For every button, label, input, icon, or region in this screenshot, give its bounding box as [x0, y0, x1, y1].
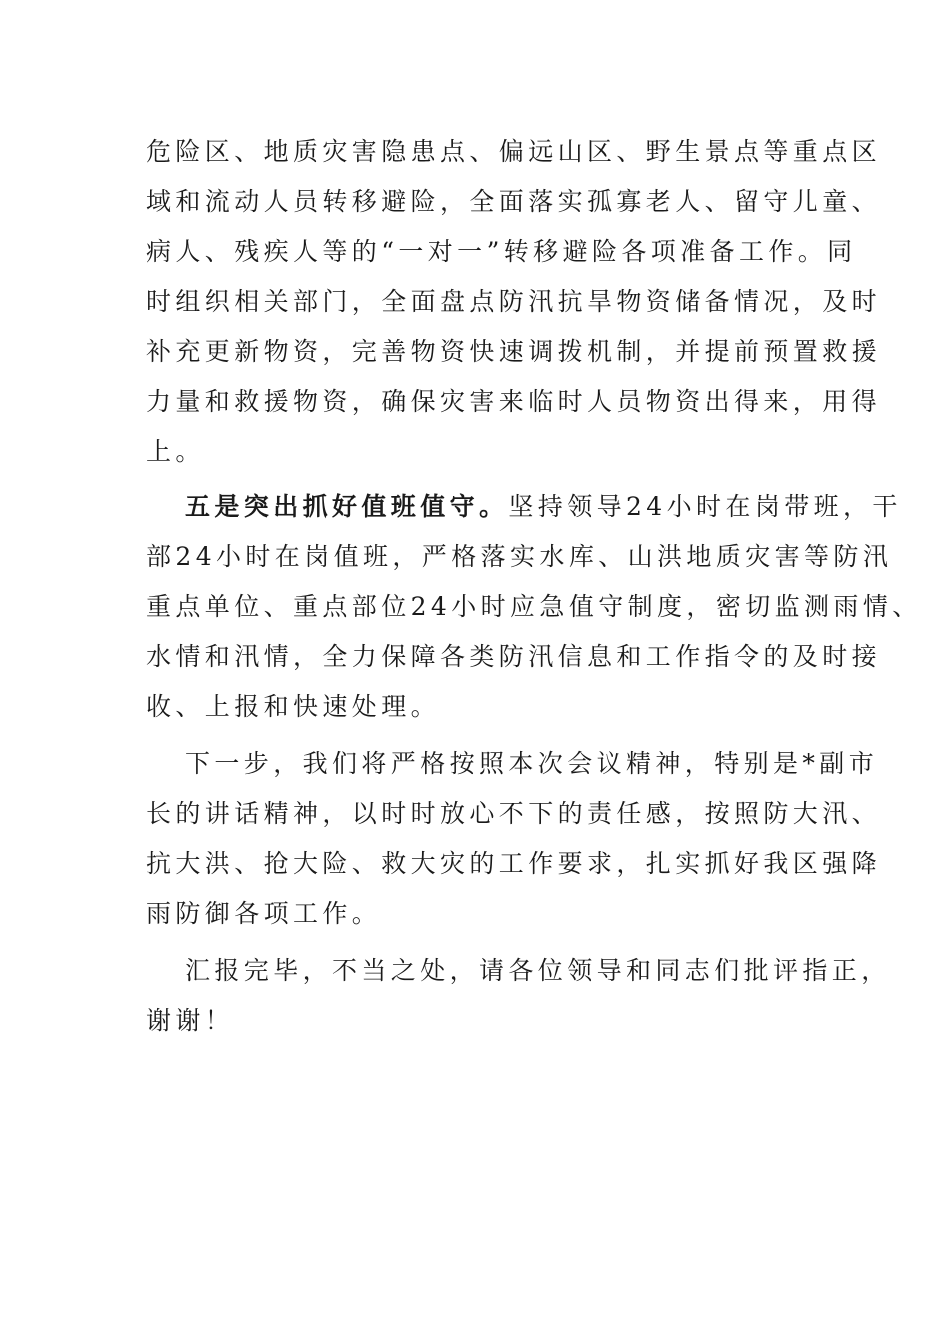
text-line: 汇报完毕，不当之处，请各位领导和同志们批评指正， — [185, 956, 891, 985]
text-line: 收、上报和快速处理。 — [146, 692, 441, 721]
text-line: 重点单位、重点部位24小时应急值守制度，密切监测雨情、 — [146, 592, 922, 621]
text-line: 补充更新物资，完善物资快速调拨机制，并提前预置救援 — [146, 337, 882, 366]
text-line: 长的讲话精神，以时时放心不下的责任感，按照防大汛、 — [146, 799, 882, 828]
text-line: 雨防御各项工作。 — [146, 899, 382, 928]
text-line: 抗大洪、抢大险、救大灾的工作要求，扎实抓好我区强降 — [146, 849, 882, 878]
text-line: 危险区、地质灾害隐患点、偏远山区、野生景点等重点区 — [146, 137, 882, 166]
text-line: 病人、残疾人等的“一对一”转移避险各项准备工作。同 — [146, 237, 857, 266]
text-line: 上。 — [146, 437, 205, 466]
text-line: 时组织相关部门，全面盘点防汛抗旱物资储备情况，及时 — [146, 287, 882, 316]
text-line: 域和流动人员转移避险，全面落实孤寡老人、留守儿童、 — [146, 187, 882, 216]
text-line: 谢谢！ — [146, 1006, 235, 1035]
text-line: 力量和救援物资，确保灾害来临时人员物资出得来，用得 — [146, 387, 882, 416]
text-line: 下一步，我们将严格按照本次会议精神，特别是*副市 — [185, 749, 879, 778]
text-span: 坚持领导24小时在岗带班，干 — [508, 492, 902, 521]
text-line — [185, 491, 902, 523]
text-line: 水情和汛情，全力保障各类防汛信息和工作指令的及时接 — [146, 642, 882, 671]
text-line: 部24小时在岗值班，严格落实水库、山洪地质灾害等防汛 — [146, 542, 893, 571]
section-heading: 五是突出抓好值班值守。 — [185, 492, 509, 521]
